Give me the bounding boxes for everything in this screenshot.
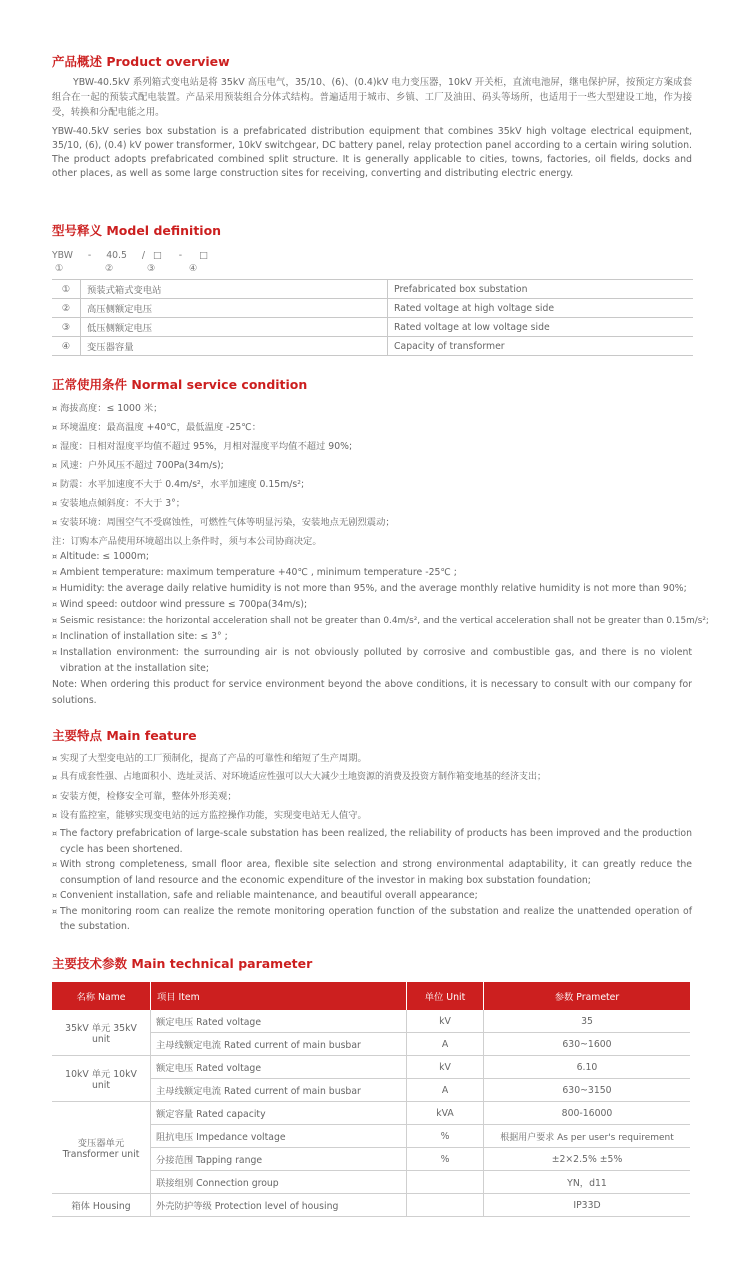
list-item: ¤ Seismic resistance: the horizontal acceleration shall not be greater than 0.4m/s², and the vertical acceleration shall not be greater than 0.15m/s²; <box>52 613 692 629</box>
cell-item: 分接范围 Tapping range <box>151 1148 407 1171</box>
model-code-part: / <box>141 250 146 261</box>
row-number: ④ <box>52 337 81 356</box>
section-title-model: 型号释义 Model definition <box>52 223 222 238</box>
group-name-cn: 变压器单元 <box>77 1138 125 1149</box>
model-code-part: YBW <box>52 250 73 261</box>
group-name: 35kV 单元 35kV unit <box>52 1010 151 1056</box>
list-item: ¤ Convenient installation, safe and reliable maintenance, and beautiful overall appearance; <box>52 888 692 904</box>
header-name: 名称 Name <box>52 982 151 1010</box>
row-number: ② <box>52 299 81 318</box>
table-header-row <box>52 982 690 1010</box>
cell-value: 800-16000 <box>484 1102 691 1125</box>
list-item: ¤ 实现了大型变电站的工厂预制化，提高了产品的可靠性和缩短了生产周期。 <box>52 751 692 770</box>
feature-list-en <box>52 826 692 935</box>
cell-unit: % <box>407 1148 484 1171</box>
cell-unit: kVA <box>407 1102 484 1125</box>
cell-value: 6.10 <box>484 1056 691 1079</box>
list-item: ¤ 安装地点倾斜度：不大于 3°； <box>52 496 692 515</box>
cell-value: YN，d11 <box>484 1171 691 1194</box>
list-item: ¤ The factory prefabrication of large-scale substation has been realized, the reliability of products has been improved and the production cycle has been shortened. <box>52 826 692 857</box>
overview-text-en: YBW-40.5kV series box substation is a prefabricated distribution equipment that combines 35kV high voltage electrical equipment, 35/10, (6), (0.4) kV power transformer, 10kV switchgear, DC battery panel, relay protection panel according to a certain wiring solution. The product adopts prefabricated combined split structure. It is generally applicable to cities, towns, factories, oil fields, docks and other places, as well as some large construction sites for receiving, converting and distributing electric energy. <box>52 126 692 179</box>
table-row <box>52 1056 690 1079</box>
cell-value: 630~3150 <box>484 1079 691 1102</box>
note-cn: 注：订购本产品使用环境超出以上条件时，须与本公司协商决定。 <box>52 536 322 547</box>
group-name: 10kV 单元 10kV unit <box>52 1056 151 1102</box>
model-code-part: □ <box>199 250 208 261</box>
model-code-part: - <box>178 250 183 261</box>
list-item: ¤ Ambient temperature: maximum temperature +40℃ , minimum temperature -25℃ ; <box>52 565 692 581</box>
cell-unit: kV <box>407 1056 484 1079</box>
section-title-service: 正常使用条件 Normal service condition <box>52 377 308 392</box>
row-en: Prefabricated box substation <box>388 280 694 299</box>
list-item: ¤ 安装环境：周围空气不受腐蚀性，可燃性气体等明显污染，安装地点无剧烈震动； <box>52 515 692 534</box>
row-en: Rated voltage at high voltage side <box>388 299 694 318</box>
group-name-en: Transformer unit <box>62 1149 140 1160</box>
cell-unit: % <box>407 1125 484 1148</box>
list-item: ¤ Altitude: ≤ 1000m; <box>52 549 692 565</box>
list-item: ¤ 风速：户外风压不超过 700Pa(34m/s); <box>52 458 692 477</box>
note-en: Note: When ordering this product for service environment beyond the above conditions, it is necessary to consult with our company for solutions. <box>52 679 692 706</box>
cell-item: 阻抗电压 Impedance voltage <box>151 1125 407 1148</box>
list-item: ¤ 设有监控室，能够实现变电站的远方监控操作功能，实现变电站无人值守。 <box>52 808 692 827</box>
cell-value: ±2×2.5% ±5% <box>484 1148 691 1171</box>
cell-item: 外壳防护等级 Protection level of housing <box>151 1194 407 1217</box>
service-list-cn <box>52 401 692 551</box>
overview-text-cn: YBW-40.5kV 系列箱式变电站是将 35kV 高压电气，35/10、(6)、(0.4)kV 电力变压器，10kV 开关柜，直流电池屏，继电保护屏，按预定方案成套组合在一起的预装式配电装置。产品采用预装组合分体式结构。普遍适用于城市、乡镇、工厂及油田、码头等场所，也适用于一些大型建设工地，作为接受，转换和分配电能之用。 <box>52 77 692 118</box>
table-row <box>52 1102 690 1125</box>
group-name <box>52 1102 151 1194</box>
table-row <box>52 318 693 337</box>
model-code <box>52 250 208 261</box>
cell-item: 额定容量 Rated capacity <box>151 1102 407 1125</box>
row-number: ③ <box>52 318 81 337</box>
group-name: 箱体 Housing <box>52 1194 151 1217</box>
list-item: ¤ 海拔高度：≤ 1000 米； <box>52 401 692 420</box>
feature-list-cn <box>52 751 692 827</box>
cell-unit: A <box>407 1079 484 1102</box>
cell-value: 630~1600 <box>484 1033 691 1056</box>
cell-value: 35 <box>484 1010 691 1033</box>
list-item: ¤ Wind speed: outdoor wind pressure ≤ 700pa(34m/s); <box>52 597 692 613</box>
row-cn: 变压器容量 <box>81 337 388 356</box>
model-definition-table <box>52 279 693 356</box>
list-item: ¤ Installation environment: the surrounding air is not obviously polluted by corrosive and combustible gas, and there is no violent vibration at the installation site; <box>52 645 692 677</box>
header-parameter: 参数 Prameter <box>484 982 691 1010</box>
table-row <box>52 1010 690 1033</box>
row-en: Rated voltage at low voltage side <box>388 318 694 337</box>
model-code-index: ③ <box>147 263 156 274</box>
header-item: 项目 Item <box>151 982 407 1010</box>
row-number: ① <box>52 280 81 299</box>
cell-unit: kV <box>407 1010 484 1033</box>
list-item: ¤ 具有成套性强、占地面积小、选址灵活、对环境适应性强可以大大减少土地资源的消费及投资方制作箱变地基的经济支出； <box>52 770 692 789</box>
table-row <box>52 299 693 318</box>
cell-unit <box>407 1194 484 1217</box>
cell-item: 额定电压 Rated voltage <box>151 1056 407 1079</box>
table-row <box>52 337 693 356</box>
table-row <box>52 280 693 299</box>
list-item: ¤ 安装方便，检修安全可靠，整体外形美观； <box>52 789 692 808</box>
model-code-index: ④ <box>189 263 198 274</box>
cell-unit <box>407 1171 484 1194</box>
row-cn: 高压侧额定电压 <box>81 299 388 318</box>
section-title-overview: 产品概述 Product overview <box>52 54 230 69</box>
model-code-part: 40.5 <box>106 250 127 261</box>
list-item: ¤ 湿度：日相对湿度平均值不超过 95%，月相对湿度平均值不超过 90%; <box>52 439 692 458</box>
table-row <box>52 1194 690 1217</box>
cell-value: 根据用户要求 As per user's requirement <box>484 1125 691 1148</box>
list-item: ¤ With strong completeness, small floor area, flexible site selection and strong environmental adaptability, it can greatly reduce the consumption of land resource and the economic expenditure of the investor in making box substation foundation; <box>52 857 692 888</box>
cell-item: 额定电压 Rated voltage <box>151 1010 407 1033</box>
cell-item: 主母线额定电流 Rated current of main busbar <box>151 1079 407 1102</box>
list-item: ¤ 防震：水平加速度不大于 0.4m/s²，水平加速度 0.15m/s²; <box>52 477 692 496</box>
cell-item: 联接组别 Connection group <box>151 1171 407 1194</box>
section-title-feature: 主要特点 Main feature <box>52 728 197 743</box>
section-title-tech: 主要技术参数 Main technical parameter <box>52 956 313 971</box>
list-item: ¤ 环境温度：最高温度 +40℃，最低温度 -25℃： <box>52 420 692 439</box>
list-item: ¤ The monitoring room can realize the remote monitoring operation function of the substation and realize the unattended operation of the substation. <box>52 904 692 935</box>
row-cn: 低压侧额定电压 <box>81 318 388 337</box>
list-item: ¤ Humidity: the average daily relative humidity is not more than 95%, and the average monthly relative humidity is not more than 90%; <box>52 581 692 597</box>
cell-value: IP33D <box>484 1194 691 1217</box>
model-code-part: □ <box>153 250 162 261</box>
tech-parameter-table <box>52 982 690 1217</box>
cell-item: 主母线额定电流 Rated current of main busbar <box>151 1033 407 1056</box>
header-unit: 单位 Unit <box>407 982 484 1010</box>
model-code-index: ② <box>105 263 114 274</box>
cell-unit: A <box>407 1033 484 1056</box>
row-cn: 预装式箱式变电站 <box>81 280 388 299</box>
row-en: Capacity of transformer <box>388 337 694 356</box>
list-item: ¤ Inclination of installation site: ≤ 3° ; <box>52 629 692 645</box>
model-code-part: - <box>87 250 92 261</box>
model-code-index: ① <box>55 263 64 274</box>
service-list-en <box>52 549 709 709</box>
